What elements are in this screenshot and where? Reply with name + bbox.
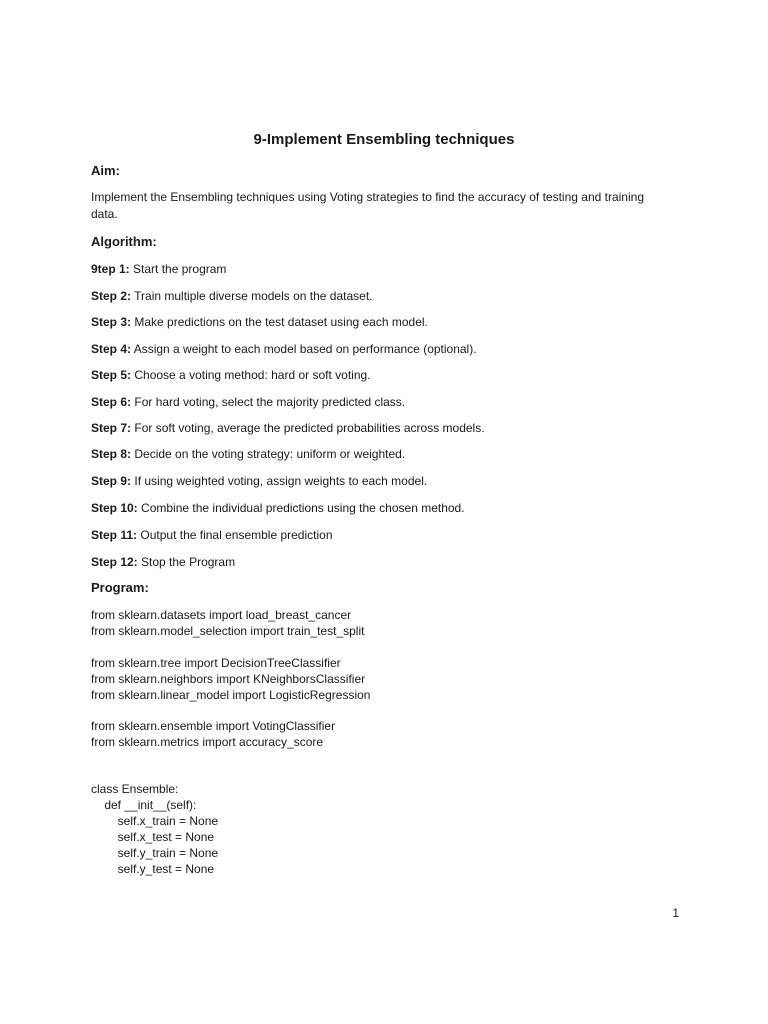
step-label: Step 5: — [91, 368, 132, 382]
code-block-class: class Ensemble: def __init__(self): self.x_train = None self.x_test = None self.y_train = None self.y_test = None — [91, 782, 219, 876]
algorithm-step — [91, 528, 333, 542]
algorithm-step — [91, 289, 372, 303]
algorithm-step — [91, 395, 405, 409]
algorithm-step — [91, 262, 226, 276]
step-text: Train multiple diverse models on the dataset. — [134, 289, 373, 303]
code-block-imports-data: from sklearn.datasets import load_breast_cancer from sklearn.model_selection import train_test_split — [91, 608, 365, 638]
document-title: 9-Implement Ensembling techniques — [253, 131, 515, 148]
algorithm-step — [91, 368, 371, 382]
code-block-imports-ensemble: from sklearn.ensemble import VotingClassifier from sklearn.metrics import accuracy_score — [91, 719, 336, 749]
step-text: If using weighted voting, assign weights to each model. — [134, 474, 428, 488]
aim-text: Implement the Ensembling techniques using Voting strategies to find the accuracy of testing and training data. — [91, 190, 644, 221]
step-text: Start the program — [133, 262, 227, 276]
step-text: For hard voting, select the majority predicted class. — [134, 395, 406, 409]
step-label: Step 3: — [91, 315, 132, 329]
step-label: Step 9: — [91, 474, 132, 488]
step-label: 9tep 1: — [91, 262, 130, 276]
step-label: Step 11: — [91, 528, 138, 542]
algorithm-step — [91, 501, 465, 515]
step-label: Step 7: — [91, 421, 132, 435]
step-label: Step 12: — [91, 555, 138, 569]
step-label: Step 2: — [91, 289, 132, 303]
algorithm-step — [91, 421, 485, 435]
algorithm-heading: Algorithm: — [91, 234, 157, 249]
algorithm-step — [91, 315, 428, 329]
algorithm-step — [91, 474, 427, 488]
aim-heading: Aim: — [91, 163, 120, 178]
step-label: Step 4: — [91, 342, 132, 356]
step-text: Make predictions on the test dataset using each model. — [134, 315, 428, 329]
step-text: Decide on the voting strategy: uniform or weighted. — [134, 447, 406, 461]
step-label: Step 10: — [91, 501, 138, 515]
step-text: Choose a voting method: hard or soft voting. — [134, 368, 371, 382]
program-heading: Program: — [91, 580, 149, 595]
page-number: 1 — [672, 906, 679, 920]
step-label: Step 8: — [91, 447, 132, 461]
step-text: Combine the individual predictions using the chosen method. — [141, 501, 465, 515]
step-label: Step 6: — [91, 395, 132, 409]
step-text: Stop the Program — [141, 555, 236, 569]
step-text: Assign a weight to each model based on performance (optional). — [133, 342, 477, 356]
algorithm-step — [91, 342, 477, 356]
step-text: For soft voting, average the predicted probabilities across models. — [134, 421, 485, 435]
code-block-imports-models: from sklearn.tree import DecisionTreeClassifier from sklearn.neighbors import KNeighborsClassifier from sklearn.linear_model import LogisticRegression — [91, 656, 371, 702]
algorithm-step — [91, 555, 235, 569]
step-text: Output the final ensemble prediction — [140, 528, 333, 542]
algorithm-step — [91, 447, 405, 461]
